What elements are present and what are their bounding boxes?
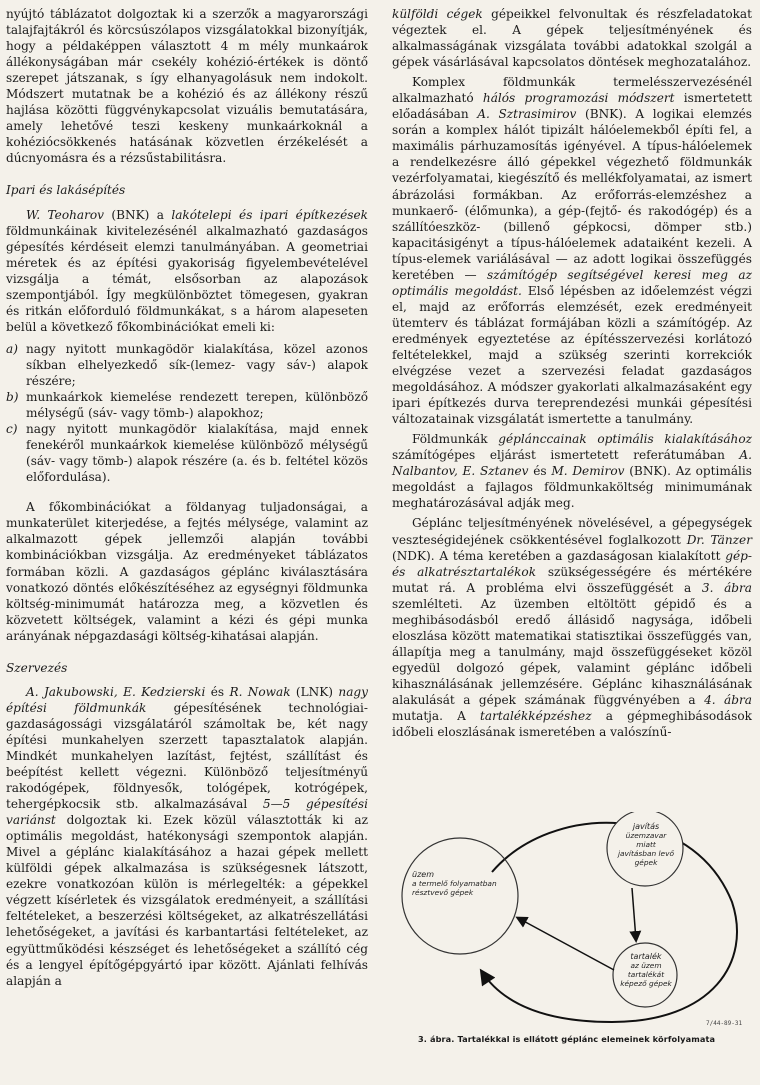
circle-text: az üzem tartalékát képező gépek xyxy=(620,961,672,988)
emphasis: 4. ábra xyxy=(704,692,753,707)
list-text: nagy nyitott munkagödör kialakítása, közel azonos síkban elhelyezkedő sík-(lemez- vagy sáv-) alapok részére; xyxy=(26,341,368,388)
section-heading: Szervezés xyxy=(6,660,68,675)
list-item xyxy=(6,341,368,389)
list-text: nagy nyitott munkagödör kialakítása, majd ennek fenekéről munkaárkok kiemelése különböző mélységű (sáv- vagy tömb-) alapok részére (a. és b. feltétel közös előfordulása). xyxy=(26,422,368,485)
list-text: munkaárkok kiemelése rendezett terepen, különböző mélységű (sáv- vagy tömb-) alapokhoz; xyxy=(26,390,368,421)
text-run: földmunkáinak kivitelezésénél alkalmazható gazdaságos gépesítés kérdéseit elemzi tanulmányában. A geometriai méretek és az építési gyakoriság figyelembevételével vizsgálja a témát, elsősorban az alapozások szempontjából. Így megkülönböztet tömegesen, gyakran és ritkán előforduló földmunkákat, s a három alapeseten belül a következő főkombinációkat emeli ki: xyxy=(6,223,368,334)
combination-list xyxy=(6,341,368,485)
text-run: dolgoztak ki. Ezek közül választották ki az optimális megoldást, hatékonysági szempontok alapján. Mivel a géplánc kialakításához a hazai gépek mellett külföldi gépek alkalmazása is szükségesnek látszott, ezekre vonatkozóan külön is mérlegelték: a gépekkel végzett kísérletek és vizsgálatok eredményeit, a szállítási feltételeket, a beszerzési költségeket, az alkatrészellátási lehetőségeket, a javítási és karbantartási feltételeket, az együttműködési készséget és lehetőségeket a szállító cég és a lengyel építőgépgyártó ipar között. Ajánlati felhívás alapján a xyxy=(6,813,368,988)
emphasis: 3. ábra xyxy=(701,580,753,595)
emphasis: géplánccainak optimális kialakításához xyxy=(498,432,752,447)
right-column xyxy=(392,6,752,740)
operation-label xyxy=(412,870,508,897)
emphasis: számítógép segítségével keresi meg az optimális megoldást. xyxy=(392,267,752,298)
circle-title: tartalék xyxy=(630,952,662,961)
circle-title: javítás xyxy=(632,822,660,831)
paragraph xyxy=(392,6,752,70)
text-run: Földmunkák xyxy=(412,432,499,447)
list-item xyxy=(6,421,368,485)
paragraph xyxy=(392,515,752,740)
figure-3 xyxy=(392,812,756,1082)
text-run: szükségességére és mértékére mutat rá. A probléma elvi összefüggését a xyxy=(392,564,753,595)
left-column xyxy=(6,6,368,989)
author-name: W. Teoharov xyxy=(26,207,105,222)
list-marker: c) xyxy=(6,422,18,437)
repair-label xyxy=(616,822,676,867)
author-name: A. Sztrasimirov xyxy=(477,107,577,122)
text-run: és xyxy=(205,684,230,699)
section-heading: Ipari és lakásépítés xyxy=(6,183,126,198)
paragraph: nyújtó táblázatot dolgoztak ki a szerzők a magyarországi talajfajtákról és körcsúszólapos vizsgálatokkal bizonyítják, hogy a példaképpen választott 4 m mély munkaárok állékonyságában már csekély kohézió-értékek is döntő szerepet játszanak, s így elhanyagolásuk nem indokolt. Módszert mutatnak be a kohézió és az állékony részű hajlása közötti függvénykapcsolat vizuális bemutatására, amely lehetővé teszi keskeny munkaárkoknál a kohéziócsökkenés hatásának közvetlen érzékelését a dúcnyomásra és a rézsűstabilitásra. xyxy=(6,7,368,166)
paragraph xyxy=(392,74,752,427)
text-run: gépesítésének technológiai-gazdaságossági vizsgálatáról számoltak be, két nagy építési munkahelyen szerzett tapasztalatok alapján. Mindkét munkahelyen lazítást, fejtést, szállítást és beépítést kellett végezni. Különböző teljesítményű rakodógépek, földnyesők, tológépek, kotrógépek, tehergépkocsik stb. alkalmazásával xyxy=(6,700,368,812)
text-run: gépeikkel felvonultak és részfeladatokat végeztek el. A gépek teljesítményének és alkalmasságának vizsgálata további adatokkal szolgál a gépek vásárlásával kapcsolatos döntések meghozatalához. xyxy=(392,7,752,70)
emphasis: nagy építési földmunkák xyxy=(6,684,368,715)
paragraph xyxy=(392,431,752,511)
author-name: M. Demirov xyxy=(551,464,625,479)
cycle-diagram xyxy=(392,812,756,1032)
text-run: Első lépésben az időelemzést végzi el, majd az erőforrás elemzését, ezek eredményeit ütemterv és táblázat formájában közli a számítógép. Az eredmények egyeztetése az építésszervezési korlátozó feltételekkel, majd a szükség szerinti korrekciók elvégzése vezet a szervezési feladat gazdaságos megoldásához. A módszer gyakorlati alkalmazásaként egy ipari építkezés durva tereprendezési munkái gépesítési változatainak vizsgálatát ismertette a tanulmány. xyxy=(392,283,752,427)
figure-caption: 3. ábra. Tartalékkal is ellátott géplánc elemeinek körfolyamata xyxy=(418,1034,716,1044)
list-marker: a) xyxy=(6,341,18,356)
emphasis: lakótelepi és ipari építkezések xyxy=(171,207,368,222)
text-run: Géplánc teljesítményének növelésével, a gépegységek veszteségidejének csökkentésével foglalkozott xyxy=(392,516,752,547)
text-run: (BNK). Az optimális megoldást a fajlagos földmunkaköltség minimumának meghatározásával adják meg. xyxy=(392,464,752,511)
arrow-reserve-to-operation xyxy=(518,918,614,970)
circle-title: üzem xyxy=(412,870,434,879)
author-name: R. Nowak xyxy=(229,684,291,699)
author-name: A. Nalbantov, E. Sztanev xyxy=(392,448,752,479)
paragraph: A főkombinációkat a földanyag tuljadonságai, a munkaterület kiterjedése, a fejtés mélysége, valamint az alkalmazott gépek jellemzői alapján további kombinációkban vizsgálja. Az eredményeket táblázatos formában közli. A gazdaságos géplánc kiválasztására vonatkozó döntés előkészítéséhez az egységnyi földmunka költség-minimumát határozza meg, a közvetlen és közvetett költségek, valamint a kézi és gépi munka arányának népgazdasági költség-kihatásai alapján. xyxy=(6,500,368,643)
list-marker: b) xyxy=(6,390,19,405)
text-run: (NDK). A téma keretében a gazdaságosan kialakított xyxy=(392,548,726,563)
text-run: (BNK). A logikai elemzés során a komplex hálót tipizált hálóelemekből építi fel, a maximális párhuzamosítás igényével. A típus-hálóelemek a rendelkezésre álló gépekkel végezhető földmunkák vezérfolyamatai, kiegészítő és mellékfolyamatai, az ismert ábrázolási formákban. Az erőforrás-elemzéshez a munkaerő- (élőmunka), a gép-(fejtő- és rakodógép) és a szállítóeszköz- (billenő gépkocsi, dömper stb.) kapacitásigényt a típus-hálóelemek adataiként kezeli. A típus-elemek variálásával — az adott logikai összefüggés keretében — xyxy=(392,107,752,282)
emphasis: 5—5 gépesítési variánst xyxy=(6,797,368,828)
paragraph xyxy=(6,684,368,989)
circle-text: a termelő folyamatban résztvevő gépek xyxy=(412,879,497,897)
text-run: számítógépes eljárást ismertetett referátumában xyxy=(392,448,740,463)
emphasis: hálós programozási módszert xyxy=(482,91,675,106)
paragraph xyxy=(6,207,368,335)
figure-code: 7/44-89-31 xyxy=(706,1020,743,1027)
emphasis: tartalékképzéshez xyxy=(480,709,592,724)
author-name: A. Jakubowski, E. Kedzierski xyxy=(26,684,206,699)
arrow-repair-to-reserve xyxy=(632,888,636,940)
author-name: Dr. Tänzer xyxy=(686,532,752,547)
text-run: Komplex földmunkák termelésszervezésénél alkalmazható xyxy=(392,75,752,106)
reserve-label xyxy=(618,952,674,988)
list-item xyxy=(6,389,368,421)
text-run: (LNK) xyxy=(290,684,339,699)
text-run: ismertetett előadásában xyxy=(392,91,752,122)
emphasis: gép- és alkatrésztartalékok xyxy=(392,548,752,579)
text-run: a gépmeghibásodások időbeli eloszlásának ismeretében a valószínű- xyxy=(392,709,752,740)
text-run: és xyxy=(528,464,552,479)
text-run: mutatja. A xyxy=(392,709,481,724)
circle-text: üzemzavar miatt javításban levő gépek xyxy=(617,831,675,867)
text-run: (BNK) a xyxy=(104,207,172,222)
text-run: szemlélteti. Az üzemben eltöltött gépidő és a meghibásodásból eredő állásidő nagysága, időbeli eloszlása között matematikai statisztikai összefüggés van, állapítja meg a tanulmány, majd összefüggéseket közöl egyedül dolgozó gépek, valamint géplánc időbeli kihasználásának jellemzésére. Géplánc kihasználásának alakulását a gépek számának függvényében a xyxy=(392,596,752,707)
emphasis: külföldi cégek xyxy=(392,7,483,21)
